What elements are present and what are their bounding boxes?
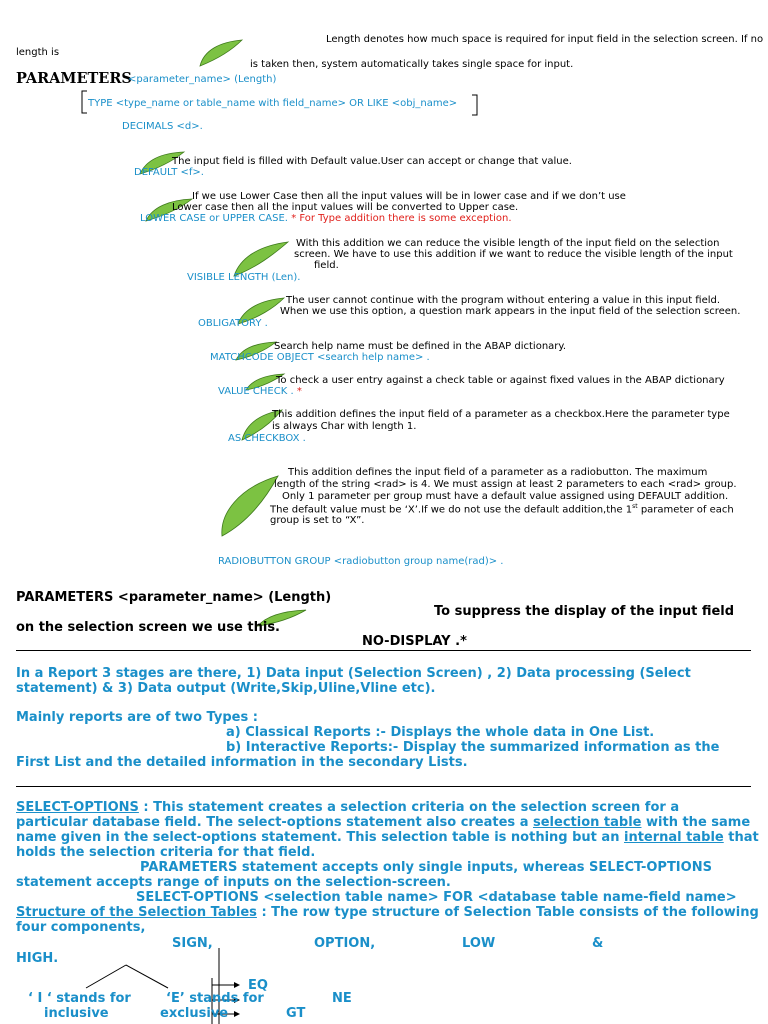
component-option: OPTION,: [314, 936, 376, 951]
length-note-line1: Length denotes how much space is required for input field in the selection screen. If no: [326, 34, 764, 45]
valuecheck-star: *: [296, 386, 302, 397]
report-type-b: b) Interactive Reports:- Display the summarized information as the: [226, 740, 720, 755]
component-high: HIGH.: [16, 951, 59, 966]
selopt-l3: name given in the select-options statement. This selection table is nothing but an: [16, 830, 624, 845]
radio-note-2: length of the string <rad> is 4. We must assign at least 2 parameters to each <rad> group.: [274, 479, 737, 490]
selopt-l3-u: internal table: [623, 830, 724, 845]
obligatory-label: OBLIGATORY .: [198, 318, 268, 329]
length-note-line2: is taken then, system automatically takes single space for input.: [250, 59, 574, 70]
parameters-keyword: PARAMETERS: [16, 70, 132, 87]
visible-note-3: field.: [314, 260, 339, 271]
report-stages-2: statement) & 3) Data output (Write,Skip,Uline,Vline etc).: [16, 681, 436, 696]
matchcode-note: Search help name must be defined in the ABAP dictionary.: [274, 341, 567, 352]
selopt-line-4: holds the selection criteria for that field.: [16, 845, 316, 860]
radio-note-5: group is set to “X”.: [270, 515, 365, 526]
decimals-label: DECIMALS <d>.: [122, 121, 203, 132]
checkbox-note-1: This addition defines the input field of a parameter as a checkbox.Here the parameter type: [272, 409, 730, 420]
checkbox-note-2: is always Char with length 1.: [272, 421, 417, 432]
radio-note-3: Only 1 parameter per group must have a default value assigned using DEFAULT addition.: [282, 491, 729, 502]
visible-length-label: VISIBLE LENGTH (Len).: [187, 272, 301, 283]
selopt-l2-u: selection table: [533, 815, 642, 830]
obligatory-note-2: When we use this option, a question mark appears in the input field of the selection screen.: [280, 306, 741, 317]
selopt-line-7: SELECT-OPTIONS <selection table name> FOR <database table name-field name>: [136, 890, 737, 905]
obligatory-note-1: The user cannot continue with the program without entering a value in this input field.: [286, 295, 721, 306]
component-amp: &: [592, 936, 604, 951]
nodisplay-label: NO-DISPLAY .*: [362, 634, 467, 649]
lowercase-exception: * For Type addition there is some exception.: [291, 213, 512, 224]
nodisplay-note-1: To suppress the display of the input field: [434, 604, 735, 619]
component-low: LOW: [462, 936, 496, 951]
selopt-l1: : This statement creates a selection criteria on the selection screen for a: [138, 800, 680, 815]
report-type-a: a) Classical Reports :- Displays the whole data in One List.: [226, 725, 655, 740]
report-stages-1: In a Report 3 stages are there, 1) Data input (Selection Screen) , 2) Data processing (Select: [16, 666, 691, 681]
lowercase-label: LOWER CASE or UPPER CASE.: [140, 213, 288, 224]
parameters-name-length: <parameter_name> (Length): [128, 74, 277, 85]
report-type-b2: First List and the detailed information in the secondary Lists.: [16, 755, 468, 770]
radio-note-4b: parameter of each: [637, 504, 734, 516]
selopt-line-6: statement accepts range of inputs on the selection-screen.: [16, 875, 451, 890]
default-note: The input field is filled with Default value.User can accept or change that value.: [172, 156, 572, 167]
selopt-struct-rest: : The row type structure of Selection Table consists of the following: [256, 905, 759, 920]
selopt-line-9: four components,: [16, 920, 146, 935]
valuecheck-label: VALUE CHECK .: [218, 386, 294, 397]
option-eq: EQ: [248, 978, 268, 993]
radio-note-4a: The default value must be ‘X’.If we do not use the default addition,the 1: [270, 504, 633, 516]
matchcode-label: MATCHCODE OBJECT <search help name> .: [210, 352, 430, 363]
selopt-struct-heading: Structure of the Selection Tables: [16, 905, 257, 920]
sign-e-line2: exclusive: [160, 1006, 229, 1021]
report-types-intro: Mainly reports are of two Types :: [16, 710, 258, 725]
sign-i-line2: inclusive: [44, 1006, 109, 1021]
sign-i-line1: ‘ I ‘ stands for: [28, 991, 131, 1006]
length-note-line1b: length is: [16, 47, 60, 58]
option-ne: NE: [332, 991, 352, 1006]
visible-note-1: With this addition we can reduce the visible length of the input field on the selection: [296, 238, 720, 249]
radio-note-1: This addition defines the input field of a parameter as a radiobutton. The maximum: [288, 467, 708, 478]
checkbox-label: AS CHECKBOX .: [228, 433, 306, 444]
selopt-line-5: PARAMETERS statement accepts only single inputs, whereas SELECT-OPTIONS: [140, 860, 712, 875]
nodisplay-note-2: on the selection screen we use this.: [16, 620, 280, 635]
selopt-heading: SELECT-OPTIONS: [16, 800, 139, 815]
type-like-line: TYPE <type_name or table_name with field_name> OR LIKE <obj_name>: [88, 98, 458, 109]
valuecheck-note: To check a user entry against a check table or against fixed values in the ABAP dictionary: [276, 375, 725, 386]
component-sign: SIGN,: [172, 936, 213, 951]
selopt-l2: particular database field. The select-options statement also creates a: [16, 815, 533, 830]
sign-e-line1: ‘E’ stands for: [166, 991, 264, 1006]
selopt-l2-end: with the same: [641, 815, 751, 830]
lowercase-note-1: If we use Lower Case then all the input values will be in lower case and if we don’t use: [192, 191, 626, 202]
radio-note-4sup: st: [632, 503, 638, 510]
option-gt: GT: [286, 1006, 306, 1021]
selopt-l3-end: that: [723, 830, 759, 845]
lowercase-note-2: Lower case then all the input values will be converted to Upper case.: [172, 202, 519, 213]
radio-label: RADIOBUTTON GROUP <radiobutton group name(rad)> .: [218, 556, 504, 567]
visible-note-2: screen. We have to use this addition if we want to reduce the visible length of the input: [294, 249, 733, 260]
default-label: DEFAULT <f>.: [134, 167, 204, 178]
nodisplay-syntax: PARAMETERS <parameter_name> (Length): [16, 590, 332, 605]
